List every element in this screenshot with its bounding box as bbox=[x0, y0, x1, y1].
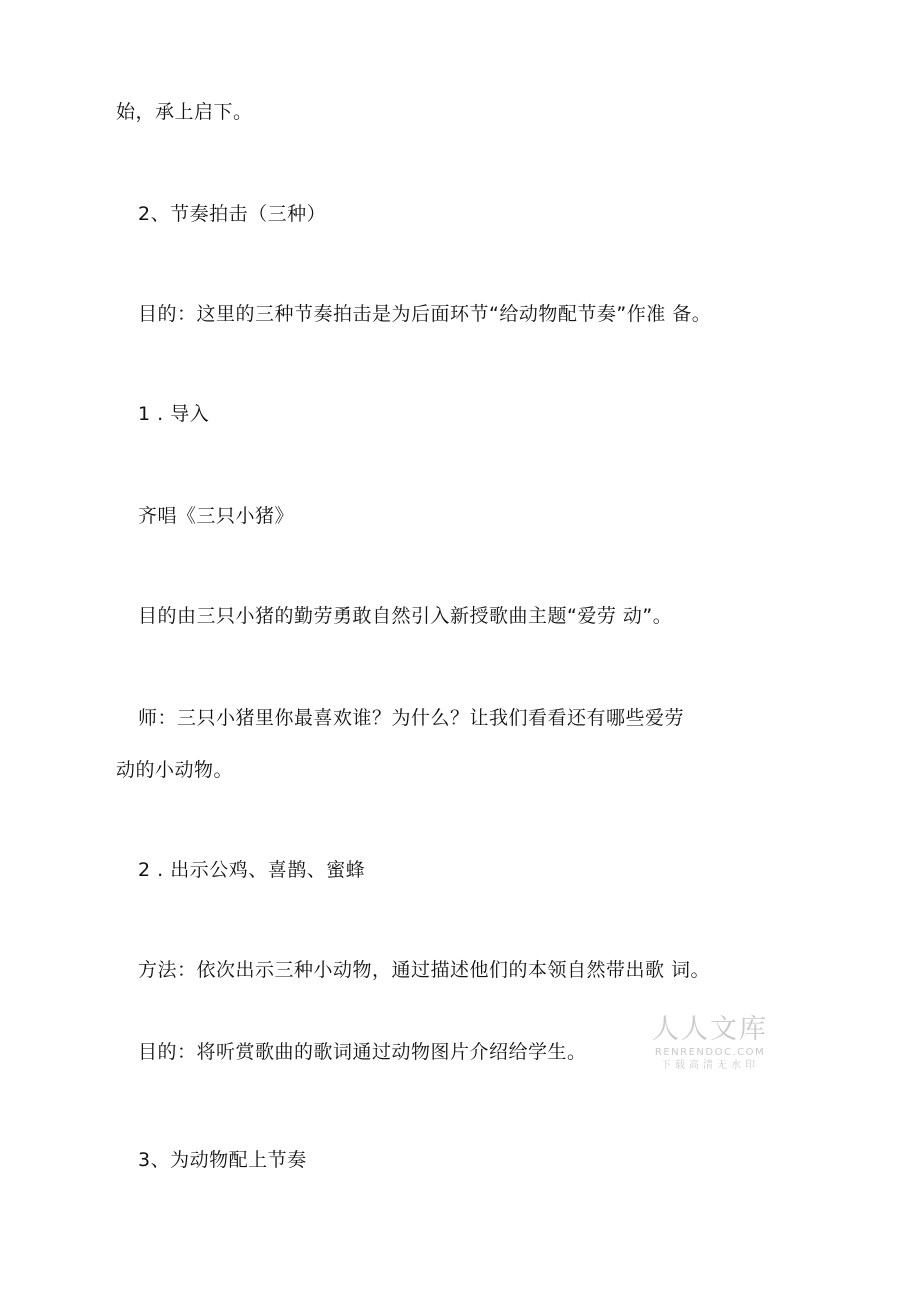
section-heading-intro: 1 . 导入 bbox=[138, 403, 210, 425]
text-line-teacher: 师：三只小猪里你最喜欢谁？为什么？让我们看看还有哪些爱劳 bbox=[138, 707, 685, 729]
section-heading-rhythm-animals: 3、为动物配上节奏 bbox=[138, 1149, 307, 1171]
section-heading-rhythm: 2、节奏拍击（三种） bbox=[138, 203, 327, 225]
watermark-tagline: 下载高清无水印 bbox=[661, 1060, 759, 1071]
watermark-logo bbox=[648, 1014, 772, 1072]
text-line-teacher-cont: 动的小动物。 bbox=[116, 759, 234, 781]
text-line-method: 方法：依次出示三种小动物，通过描述他们的本领自然带出歌 词。 bbox=[138, 959, 711, 981]
text-line-1: 始，承上启下。 bbox=[116, 101, 253, 123]
text-line-purpose-animals: 目的：将听赏歌曲的歌词通过动物图片介绍给学生。 bbox=[138, 1041, 587, 1063]
text-line-purpose-rhythm: 目的：这里的三种节奏拍击是为后面环节“给动物配节奏”作准 备。 bbox=[138, 303, 712, 325]
watermark-title: 人人文库 bbox=[652, 1014, 768, 1045]
text-line-sing: 齐唱《三只小猪》 bbox=[138, 505, 295, 527]
text-line-purpose-intro: 目的由三只小猪的勤劳勇敢自然引入新授歌曲主题“爱劳 动”。 bbox=[138, 605, 673, 627]
section-heading-animals: 2 . 出示公鸡、喜鹊、蜜蜂 bbox=[138, 859, 366, 881]
watermark-domain: RENRENDOC.COM bbox=[654, 1047, 766, 1058]
